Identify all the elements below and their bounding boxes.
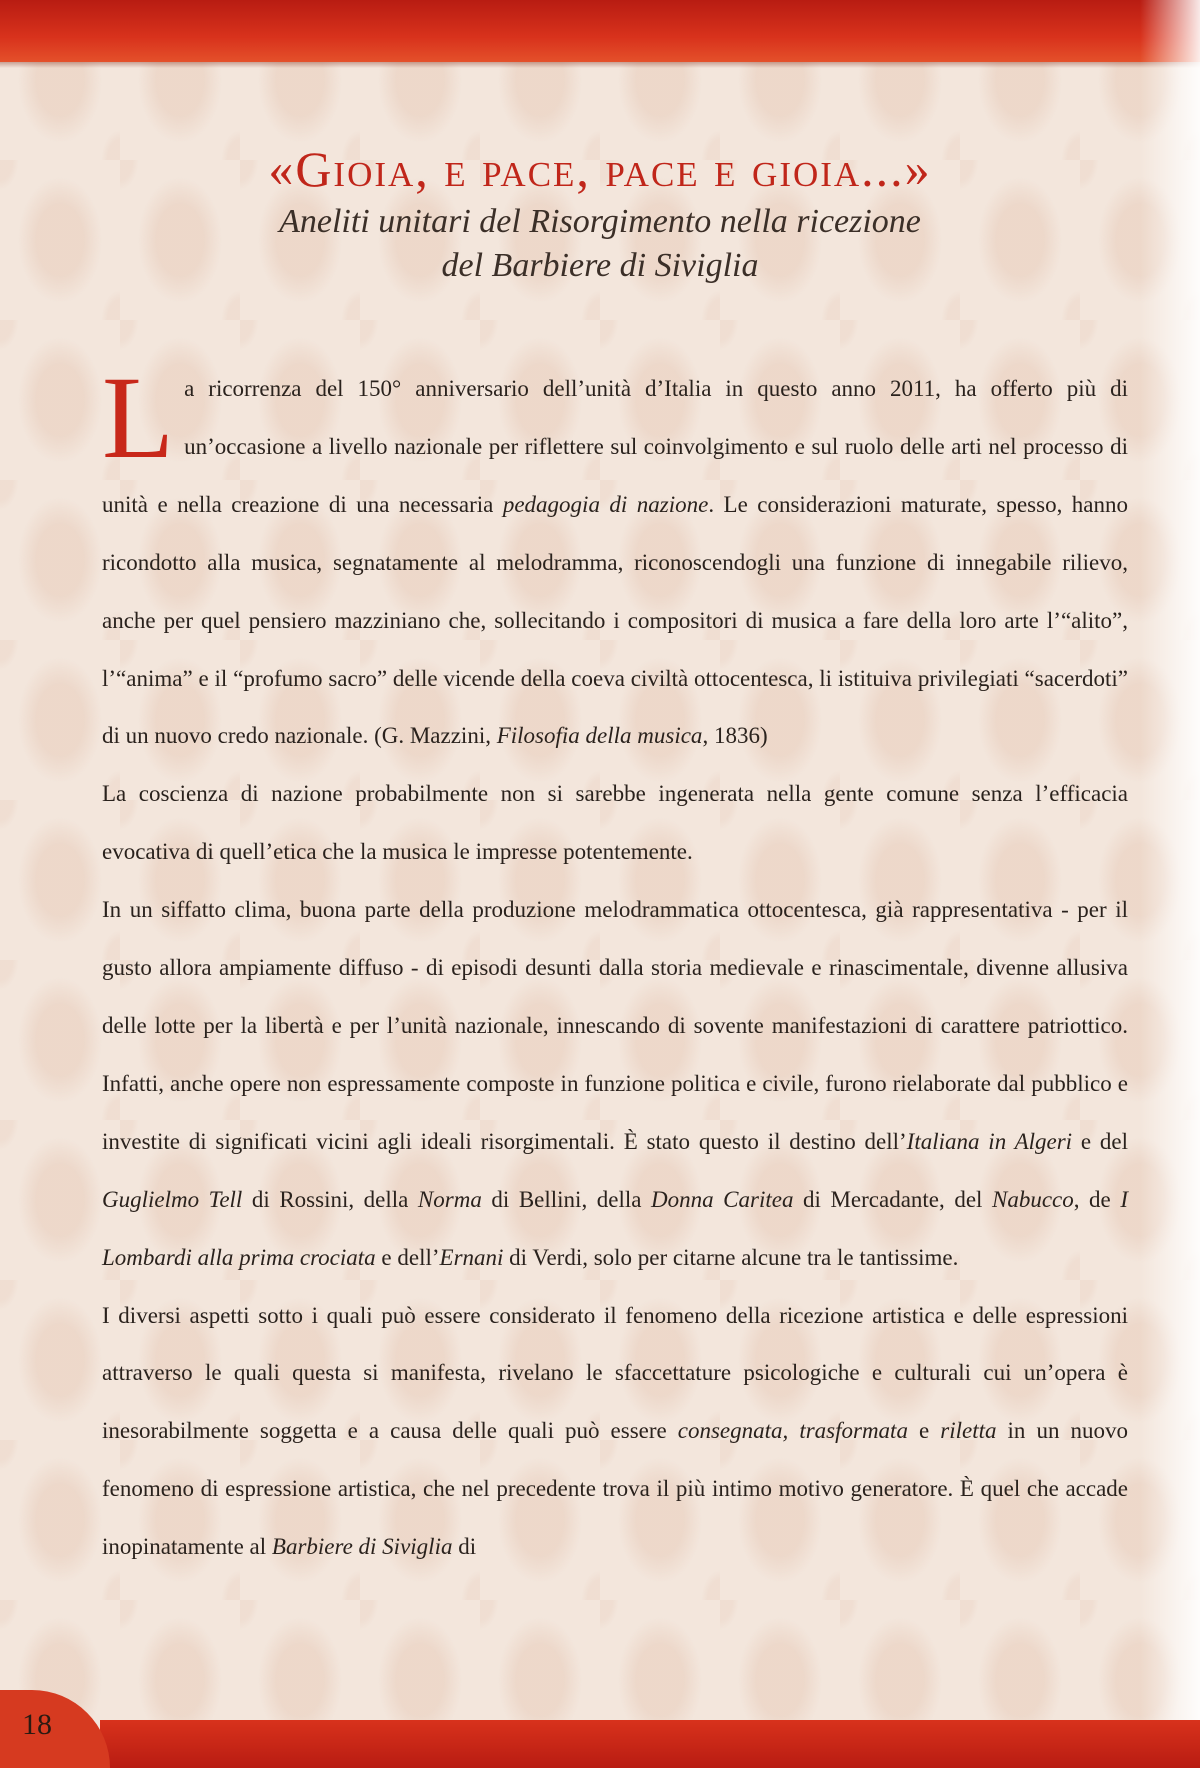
text-run-italic: pedagogia di nazione [502,491,709,517]
text-run: e del [1072,1128,1128,1154]
text-run: di Mercadante, del [793,1186,992,1212]
text-run-italic: Filosofia della musica [496,723,703,749]
text-run: I diversi aspetti sotto i quali può essere considerato il fenomeno della ricezione artistica e delle espressioni attraverso le quali questa si manifesta, rivelano le sfaccettature psicologiche e culturali cui un’opera è inesorabilmente soggetta e a causa delle quali può essere [102,1302,1128,1444]
text-run: in un nuovo fenomeno di espressione artistica, che nel precedente trova il più intimo motivo generatore. È quel che accade inopinatamente al [102,1418,1128,1560]
paragraph-4 [102,1287,1128,1577]
text-run: e [907,1418,941,1444]
text-run: , de [1073,1186,1121,1212]
article-body [102,352,1129,1576]
text-run: di [452,1534,477,1560]
text-run-italic: riletta [940,1418,997,1444]
bottom-decorative-bar [100,1720,1200,1768]
subtitle-line-2: del Barbiere di Siviglia [441,247,759,284]
top-bar-shadow [0,62,1200,68]
text-run: di Verdi, solo per citarne alcune tra le tantissime. [503,1244,959,1270]
text-run-italic: Nabucco [991,1186,1074,1212]
text-run-italic: consegnata, trasformata [677,1418,908,1444]
text-run-italic: Norma [417,1186,482,1212]
text-run: . Le considerazioni maturate, spesso, hanno ricondotto alla musica, segnatamente al melodramma, riconoscendogli una funzione di innegabile rilievo, anche per quel pensiero mazziniano che, sollecitando i compositori di musica a fare della loro arte l’“alito”, l’“anima” e il “profumo sacro” delle vicende della coeva civiltà ottocentesca, li istituiva privilegiati “sacerdoti” di un nuovo credo nazionale. (G. Mazzini, [102,491,1129,749]
drop-cap: L [102,352,175,483]
text-run: a ricorrenza del 150° anniversario dell’unità d’Italia in questo anno 2011, ha offerto più di un’occasione a livello nazionale per riflettere sul coinvolgimento e sul ruolo delle arti nel processo di unità e nella creazione di una necessaria [102,376,1128,517]
page-number-tab [0,1690,110,1768]
page-subtitle [0,200,1200,288]
text-run-italic: Guglielmo Tell [102,1186,243,1212]
text-run: di Bellini, della [481,1186,652,1212]
text-run: , 1836) [702,723,768,749]
subtitle-line-1: Aneliti unitari del Risorgimento nella ricezione [279,203,921,240]
text-run-italic: Barbiere di Siviglia [271,1534,453,1560]
top-decorative-bar [0,0,1200,62]
text-run: In un siffatto clima, buona parte della produzione melodrammatica ottocentesca, già rappresentativa - per il gusto allora ampiamente diffuso - di episodi desunti dalla storia medievale e rinascimentale, divenne allusiva delle lotte per la libertà e per l’unità nazionale, innescando di sovente manifestazioni di carattere patriottico. Infatti, anche opere non espressamente composte in funzione politica e civile, furono rielaborate dal pubblico e investite di significati vicini agli ideali risorgimentali. È stato questo il destino dell’ [102,897,1128,1154]
paragraph-2: La coscienza di nazione probabilmente non si sarebbe ingenerata nella gente comune senza l’efficacia evocativa di quell’etica che la musica le impresse potentemente. [102,781,1128,865]
text-run-italic: Donna Caritea [651,1186,794,1212]
text-run: e dell’ [375,1244,440,1270]
paragraph-3 [102,881,1128,1286]
text-run: di Rossini, della [242,1186,418,1212]
page-number: 18 [22,1708,52,1741]
text-run-italic: Italiana in Algeri [906,1128,1073,1154]
page-title: «Gioia, e pace, pace e gioia...» [268,141,932,197]
text-run-italic: I Lombardi alla prima crociata [102,1186,1128,1270]
text-run-italic: Ernani [439,1244,504,1270]
paragraph-1 [102,352,1129,765]
